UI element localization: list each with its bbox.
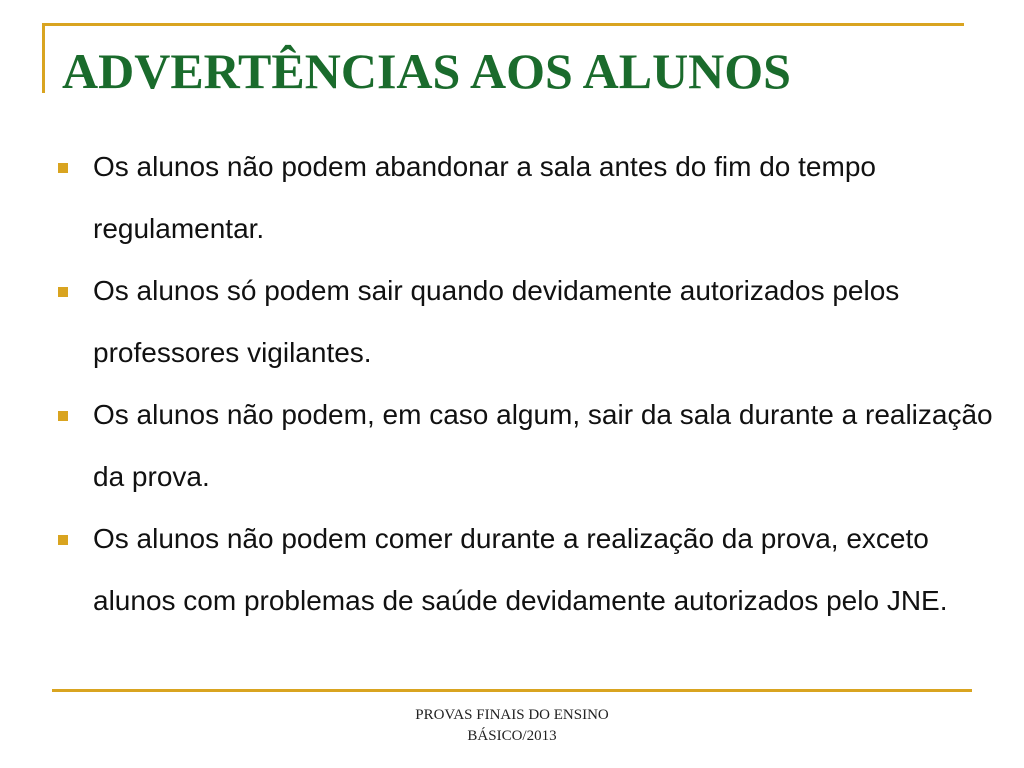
bullet-item bbox=[56, 136, 996, 260]
bullet-text: Os alunos não podem abandonar a sala antes do fim do tempo regulamentar. bbox=[93, 151, 876, 244]
bullet-list bbox=[56, 136, 996, 632]
bullet-text: Os alunos não podem comer durante a realização da prova, exceto alunos com problemas de saúde devidamente autorizados pelo JNE. bbox=[93, 523, 948, 616]
square-bullet-icon bbox=[58, 411, 68, 421]
square-bullet-icon bbox=[58, 287, 68, 297]
square-bullet-icon bbox=[58, 163, 68, 173]
top-accent-rule bbox=[42, 23, 964, 26]
bullet-item bbox=[56, 508, 996, 632]
slide-title: ADVERTÊNCIAS AOS ALUNOS bbox=[62, 43, 791, 99]
footer-accent-rule bbox=[52, 689, 972, 692]
bullet-text: Os alunos não podem, em caso algum, sair da sala durante a realização da prova. bbox=[93, 399, 993, 492]
left-accent-rule bbox=[42, 23, 45, 93]
footer-line-2: BÁSICO/2013 bbox=[467, 728, 557, 744]
bullet-item bbox=[56, 260, 996, 384]
footer-line-1: PROVAS FINAIS DO ENSINO bbox=[415, 707, 609, 723]
bullet-item bbox=[56, 384, 996, 508]
square-bullet-icon bbox=[58, 535, 68, 545]
slide-footer bbox=[362, 705, 662, 747]
bullet-text: Os alunos só podem sair quando devidamente autorizados pelos professores vigilantes. bbox=[93, 275, 900, 368]
